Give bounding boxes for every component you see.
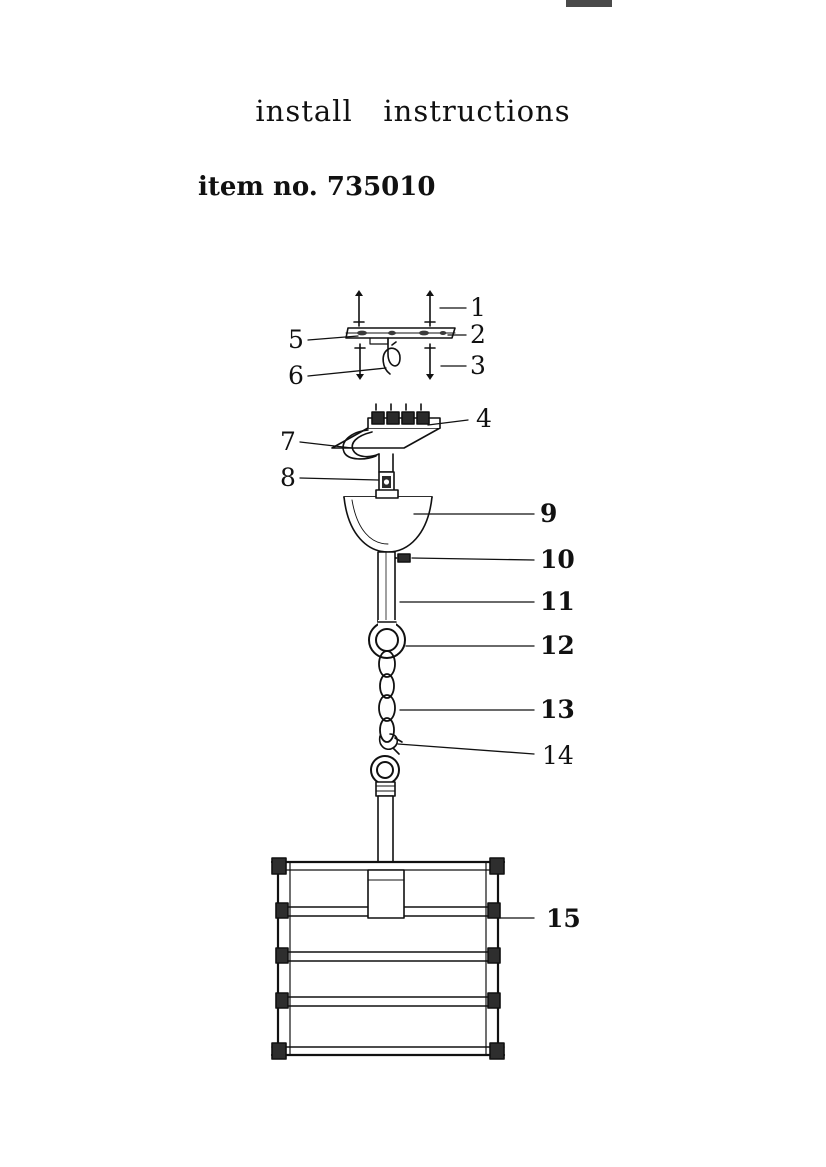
callout-12: 12 (540, 631, 575, 660)
callout-7: 7 (280, 427, 296, 456)
part-12-loop-ring (369, 620, 405, 658)
callout-11: 11 (540, 587, 575, 616)
callout-13: 13 (540, 695, 575, 724)
callout-5: 5 (288, 325, 304, 354)
assembly-diagram-svg (0, 250, 826, 1110)
callout-15: 15 (546, 904, 581, 933)
callout-2: 2 (470, 320, 486, 349)
page-corner-mark (566, 0, 612, 7)
part-4-terminal-block (332, 404, 440, 448)
part-13-chain (379, 651, 395, 742)
callout-4: 4 (476, 404, 492, 433)
callout-1: 1 (470, 293, 486, 322)
part-10-set-screw (394, 554, 410, 562)
part-15-shade (272, 858, 504, 1059)
callout-3: 3 (470, 351, 486, 380)
item-number-label: item no. 735010 (198, 172, 436, 202)
part-9-canopy (344, 490, 432, 552)
part-1-upper-screws (354, 290, 435, 326)
part-8-cord-grip (379, 454, 394, 492)
callout-9: 9 (540, 499, 558, 528)
assembly-diagram (0, 250, 826, 1110)
callout-14: 14 (542, 741, 574, 770)
callout-10: 10 (540, 545, 575, 574)
lower-loop-and-stem (371, 756, 399, 862)
callout-leader-lines (300, 308, 534, 918)
callout-8: 8 (280, 463, 296, 492)
page-title: install instructions (255, 94, 571, 128)
part-2-mounting-bracket (346, 328, 455, 344)
part-11-upper-rod (378, 552, 395, 622)
callout-6: 6 (288, 361, 304, 390)
